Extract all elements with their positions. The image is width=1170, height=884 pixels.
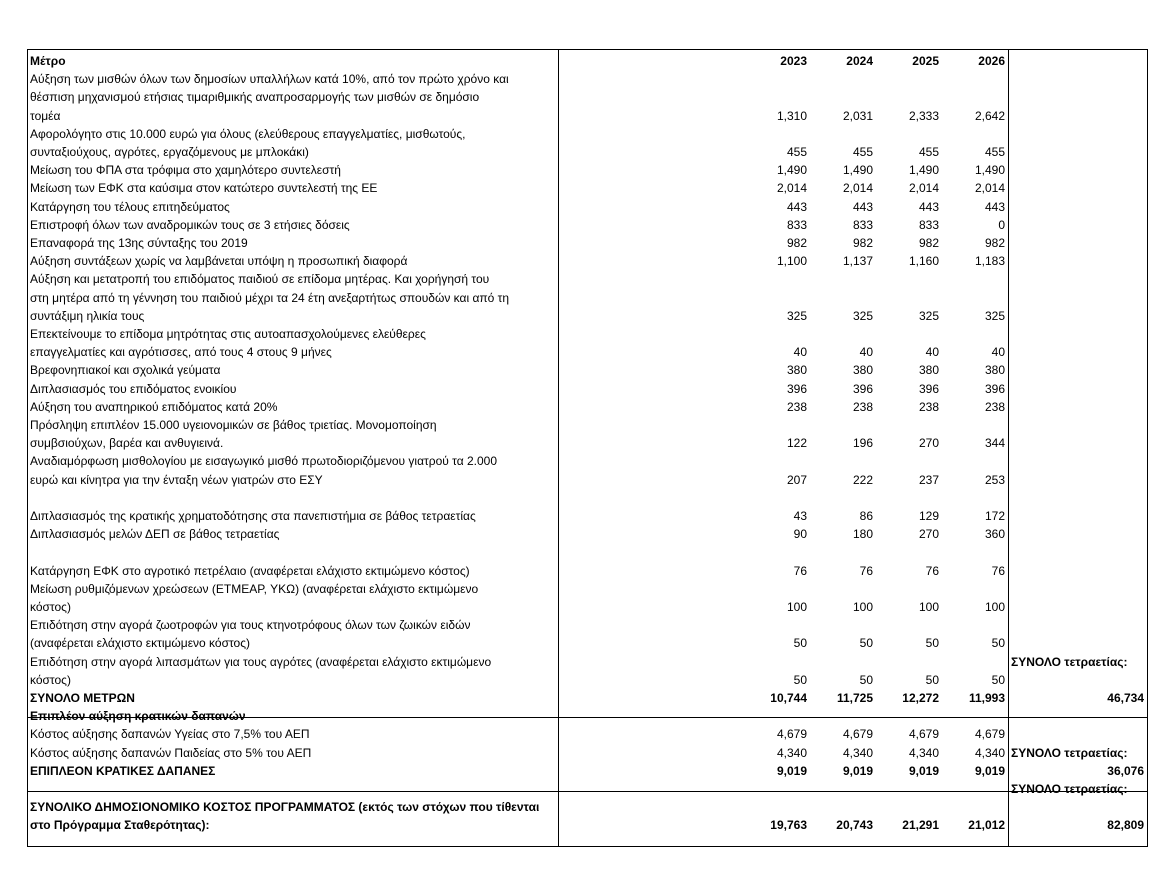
measure-value: 129 [918,509,939,523]
measure-label: ευρώ και κίνητρα για την ένταξη νέων γιατρών στο ΕΣΥ [30,472,323,487]
measure-label: Μείωση του ΦΠΑ στα τρόφιμα στο χαμηλότερο συντελεστή [30,163,341,178]
measure-label: Αύξηση του αναπηρικού επιδόματος κατά 20% [30,399,278,414]
measure-value: 180 [852,527,873,542]
measure-value: 1,310 [776,108,807,123]
measure-value: 1,490 [842,163,873,178]
measure-value: 50 [793,672,807,687]
measure-value: 50 [859,672,873,687]
measure-label: Αναδιαμόρφωση μισθολογίου με εισαγωγικό μισθό πρωτοδιοριζόμενου γιατρού τα 2.000 [30,454,498,469]
measure-label: Αύξηση και μετατροπή του επιδόματος παιδιού σε επίδομα μητέρας. Και χορήγησή του [30,272,490,287]
measure-value: 43 [793,509,807,523]
spending-total-label: ΕΠΙΠΛΕΟΝ ΚΡΑΤΙΚΕΣ ΔΑΠΑΝΕΣ [30,763,216,778]
measure-label: Επαναφορά της 13ης σύνταξης του 2019 [30,236,248,250]
measure-value: 2,642 [974,108,1005,123]
measure-value: 76 [925,563,939,578]
measure-value: 50 [925,672,939,687]
spending-value: 4,679 [908,727,939,742]
measure-value: 443 [918,199,939,214]
measure-value: 207 [786,472,807,487]
measures-total-value: 12,272 [902,691,939,705]
spending-value: 4,679 [974,727,1005,742]
measure-value: 50 [793,636,807,651]
four-year-total-label: ΣΥΝΟΛΟ τετραετίας: [1011,782,1128,796]
measure-value: 222 [852,472,873,487]
measures-total-label: ΣΥΝΟΛΟ ΜΕΤΡΩΝ [30,691,135,705]
measure-value: 90 [793,527,807,542]
header-year: 2026 [978,54,1005,68]
measure-value: 396 [786,381,807,396]
measure-value: 122 [786,436,807,451]
measure-label: Διπλασιασμός μελών ΔΕΠ σε βάθος τετραετίας [30,527,280,542]
measures-total-value: 11,725 [836,691,873,705]
measure-value: 2,014 [908,181,939,196]
measure-value: 76 [859,563,873,578]
measure-value: 1,160 [908,254,939,269]
measure-label: συμβσιούχων, βαρέα και ανθυγιεινά. [30,436,224,451]
measure-value: 833 [786,217,807,232]
measure-label: Επεκτείνουμε το επίδομα μητρότητας στις αυτοαπασχολούμενες ελεύθερες [30,327,426,341]
measure-label: Μείωση ρυθμιζόμενων χρεώσεων (ΕΤΜΕΑΡ, ΥΚΩ) (αναφέρεται ελάχιστο εκτιμώμενο [30,581,479,596]
grand-total-label: ΣΥΝΟΛΙΚΟ ΔΗΜΟΣΙΟΝΟΜΙΚΟ ΚΟΣΤΟΣ ΠΡΟΓΡΑΜΜΑΤΟΣ (εκτός των στόχων που τίθενται [30,800,540,815]
measure-label: (αναφέρεται ελάχιστο εκτιμώμενο κόστος) [30,636,251,651]
measure-value: 380 [786,363,807,378]
measure-value: 76 [991,563,1005,578]
measure-label: τομέα [30,108,61,123]
measure-value: 455 [918,145,939,159]
measure-value: 50 [991,672,1005,687]
spending-value: 4,679 [776,727,807,742]
measure-value: 238 [918,399,939,414]
measure-value: 325 [852,308,873,323]
measures-total-value: 11,993 [968,691,1005,705]
measure-value: 237 [918,472,939,487]
measure-value: 50 [925,636,939,651]
measure-value: 380 [852,363,873,378]
measure-value: 1,100 [776,254,807,269]
measure-value: 380 [984,363,1005,378]
measure-value: 100 [852,600,873,614]
measure-value: 455 [786,145,807,159]
measure-value: 325 [786,308,807,323]
measure-value: 100 [786,600,807,614]
measure-label: επαγγελματίες και αγρότισσες, από τους 4 στους 9 μήνες [30,345,332,360]
measure-label: θέσπιση μηχανισμού ετήσιας τιμαριθμικής αναπροσαρμογής των μισθών σε δημόσιο [30,90,480,105]
measure-value: 40 [859,345,873,360]
measure-value: 443 [786,199,807,214]
four-year-total-label: ΣΥΝΟΛΟ τετραετίας: [1011,745,1128,760]
measure-value: 325 [984,308,1005,323]
measure-value: 0 [998,217,1005,232]
column-divider [1008,50,1009,846]
measure-value: 40 [925,345,939,360]
measure-value: 1,490 [908,163,939,178]
measure-value: 455 [984,145,1005,159]
grand-total-value: 19,763 [770,818,807,833]
measure-value: 238 [786,399,807,414]
measure-value: 982 [918,236,939,250]
measure-label: κόστος) [30,672,71,687]
measure-label: Μείωση των ΕΦΚ στα καύσιμα στον κατώτερο συντελεστή της ΕΕ [30,181,378,196]
measure-value: 253 [984,472,1005,487]
spending-value: 4,340 [776,745,807,760]
spending-value: 4,340 [908,745,939,760]
measure-value: 172 [984,509,1005,523]
measure-label: συντάξιμη ηλικία τους [30,308,145,323]
measure-label: κόστος) [30,600,71,614]
measure-label: Διπλασιασμός του επιδόματος ενοικίου [30,381,237,396]
measure-value: 396 [852,381,873,396]
measure-label: στη μητέρα από τη γέννηση του παιδιού μέχρι τα 24 έτη ανεξαρτήτως σπουδών και από τη [30,290,510,305]
measure-value: 50 [991,636,1005,651]
spending-value: 4,340 [974,745,1005,760]
measure-value: 443 [984,199,1005,214]
grand-total-value: 20,743 [836,818,873,833]
measure-value: 455 [852,145,873,159]
measure-value: 833 [852,217,873,232]
measure-value: 2,014 [974,181,1005,196]
spending-value: 4,340 [842,745,873,760]
measure-value: 2,014 [776,181,807,196]
measure-value: 238 [852,399,873,414]
spending-total-value: 9,019 [908,763,939,778]
measure-value: 982 [786,236,807,250]
measure-label: Επιδότηση στην αγορά ζωοτροφών για τους κτηνοτρόφους όλων των ζωικών ειδών [30,618,471,633]
measure-value: 196 [852,436,873,451]
measure-value: 982 [852,236,873,250]
measure-value: 833 [918,217,939,232]
measure-label: Αφορολόγητο στις 10.000 ευρώ για όλους (ελεύθερους επαγγελματίες, μισθωτούς, [30,126,466,141]
spending-total-value: 9,019 [974,763,1005,778]
measure-value: 1,490 [974,163,1005,178]
header-year: 2023 [780,54,807,68]
header-year: 2025 [912,54,939,68]
grand-total-value: 21,012 [968,818,1005,833]
measure-label: Επιστροφή όλων των αναδρομικών τους σε 3 ετήσιες δόσεις [30,217,350,232]
measure-label: Αύξηση των μισθών όλων των δημοσίων υπαλλήλων κατά 10%, από τον πρώτο χρόνο και [30,72,509,87]
measure-value: 238 [984,399,1005,414]
measure-value: 325 [918,308,939,323]
header-year: 2024 [846,54,873,68]
header-measure: Μέτρο [30,54,66,68]
spending-total-value: 9,019 [842,763,873,778]
measure-value: 2,333 [908,108,939,123]
measures-total-value: 10,744 [770,691,807,705]
measure-label: Επιδότηση στην αγορά λιπασμάτων για τους αγρότες (αναφέρεται ελάχιστο εκτιμώμενο [30,654,492,669]
measure-value: 270 [918,527,939,542]
measure-value: 380 [918,363,939,378]
measure-value: 2,014 [842,181,873,196]
measure-value: 360 [984,527,1005,542]
measure-label: συνταξιούχους, αγρότες, εργαζόμενους με μπλοκάκι) [30,145,309,159]
measure-value: 86 [859,509,873,523]
measure-label: Πρόσληψη επιπλέον 15.000 υγειονομικών σε βάθος τριετίας. Μονομοποίηση [30,418,437,432]
measure-value: 1,490 [776,163,807,178]
spending-heading: Επιπλέον αύξηση κρατικών δαπανών [30,709,246,724]
measure-value: 982 [984,236,1005,250]
measure-value: 2,031 [842,108,873,123]
measure-value: 100 [984,600,1005,614]
measure-value: 40 [991,345,1005,360]
row-divider [28,791,1147,792]
measure-label: Κατάργηση ΕΦΚ στο αγροτικό πετρέλαιο (αναφέρεται ελάχιστο εκτιμώμενο κόστος) [30,563,470,578]
spending-total-value: 9,019 [776,763,807,778]
measure-value: 100 [918,600,939,614]
spending-value: 4,679 [842,727,873,742]
grand-four-year-total: 82,809 [1107,818,1144,833]
measure-value: 396 [918,381,939,396]
measure-label: Κατάργηση του τέλους επιτηδεύματος [30,199,230,214]
spending-four-year-total: 36,076 [1107,763,1144,778]
measure-value: 50 [859,636,873,651]
measure-value: 443 [852,199,873,214]
measure-value: 1,137 [842,254,873,269]
measure-value: 270 [918,436,939,451]
column-divider [558,50,559,846]
four-year-total-label: ΣΥΝΟΛΟ τετραετίας: [1011,654,1128,669]
measure-value: 40 [793,345,807,360]
measure-value: 76 [793,563,807,578]
grand-total-label: στο Πρόγραμμα Σταθερότητας): [30,818,210,833]
measure-value: 344 [984,436,1005,451]
measure-value: 1,183 [974,254,1005,269]
grand-total-value: 21,291 [902,818,939,833]
spending-label: Κόστος αύξησης δαπανών Παιδείας στο 5% του ΑΕΠ [30,745,312,760]
measure-value: 396 [984,381,1005,396]
measure-label: Διπλασιασμός της κρατικής χρηματοδότησης στα πανεπιστήμια σε βάθος τετραετίας [30,509,476,523]
measure-label: Αύξηση συντάξεων χωρίς να λαμβάνεται υπόψη η προσωπική διαφορά [30,254,408,269]
spending-label: Κόστος αύξησης δαπανών Υγείας στο 7,5% του ΑΕΠ [30,727,310,742]
measures-four-year-total: 46,734 [1107,691,1144,705]
measure-label: Βρεφονηπιακοί και σχολικά γεύματα [30,363,221,378]
